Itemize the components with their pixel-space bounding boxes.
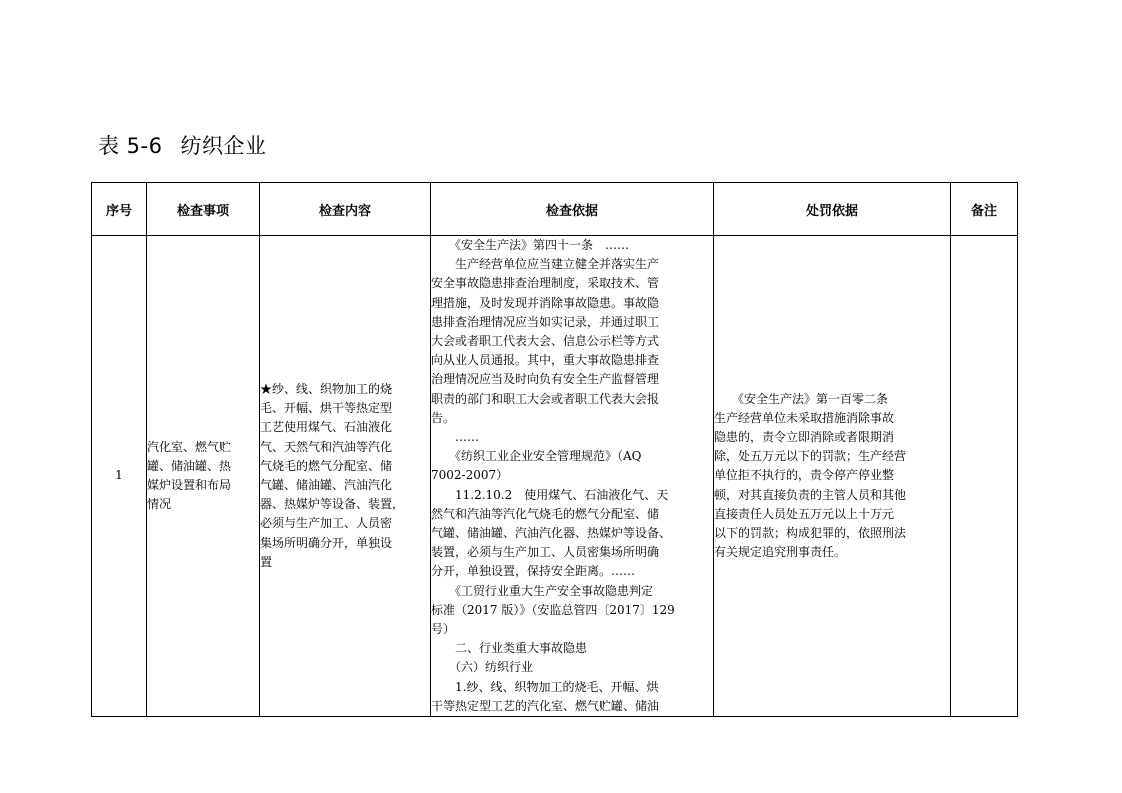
header-content: 检查内容 [260, 183, 431, 236]
header-remark: 备注 [951, 183, 1018, 236]
header-seq: 序号 [92, 183, 147, 236]
header-item: 检查事项 [147, 183, 260, 236]
cell-content: ★纱、线、织物加工的烧 毛、开幅、烘干等热定型 工艺使用煤气、石油液化 气、天然气和汽油等汽化 气烧毛的燃气分配室、储 气罐、储油罐、汽油汽化 器、热媒炉等设备、装置， 必须与生产加工、人员密 集场所明确分开，单独设 置 [260, 236, 431, 717]
header-basis: 检查依据 [431, 183, 714, 236]
header-row [92, 183, 1018, 236]
table-row [92, 236, 1018, 717]
cell-remark [951, 236, 1018, 717]
table-title: 纺织企业 [180, 134, 267, 158]
inspection-table [91, 182, 1018, 717]
cell-penalty: 《安全生产法》第一百零二条 生产经营单位未采取措施消除事故 隐患的，责令立即消除或者限期消 除，处五万元以下的罚款；生产经营 单位拒不执行的，责令停产停业整 顿，对其直接负责的主管人员和其他 直接责任人员处五万元以上十万元 以下的罚款；构成犯罪的，依照刑法 有关规定追究刑事责任。 [714, 236, 951, 717]
page-title [98, 130, 266, 160]
header-penalty: 处罚依据 [714, 183, 951, 236]
cell-basis: 《安全生产法》第四十一条 …… 生产经营单位应当建立健全并落实生产 安全事故隐患排查治理制度，采取技术、管 理措施，及时发现并消除事故隐患。事故隐 患排查治理情况应当如实记录，并通过职工 大会或者职工代表大会、信息公示栏等方式 向从业人员通报。其中，重大事故隐患排查 治理情况应当及时向负有安全生产监督管理 职责的部门和职工大会或者职工代表大会报 告。 …… 《纺织工业企业安全管理规范》（AQ 7002-2007） 11.2.10.2 使用煤气、石油液化气、天 然气和汽油等汽化气烧毛的燃气分配室、储 气罐、储油罐、汽油汽化器、热媒炉等设备、 装置，必须与生产加工、人员密集场所明确 分开，单独设置，保持安全距离。…… 《工贸行业重大生产安全事故隐患判定 标准（2017 版）》（安监总管四〔2017〕129 号） 二、行业类重大事故隐患 （六）纺织行业 1.纱、线、织物加工的烧毛、开幅、烘 干等热定型工艺的汽化室、燃气贮罐、储油 [431, 236, 714, 717]
table-number: 表 5-6 [98, 134, 163, 158]
cell-item: 汽化室、燃气贮 罐、储油罐、热 媒炉设置和布局 情况 [147, 236, 260, 717]
cell-seq: 1 [92, 236, 147, 717]
